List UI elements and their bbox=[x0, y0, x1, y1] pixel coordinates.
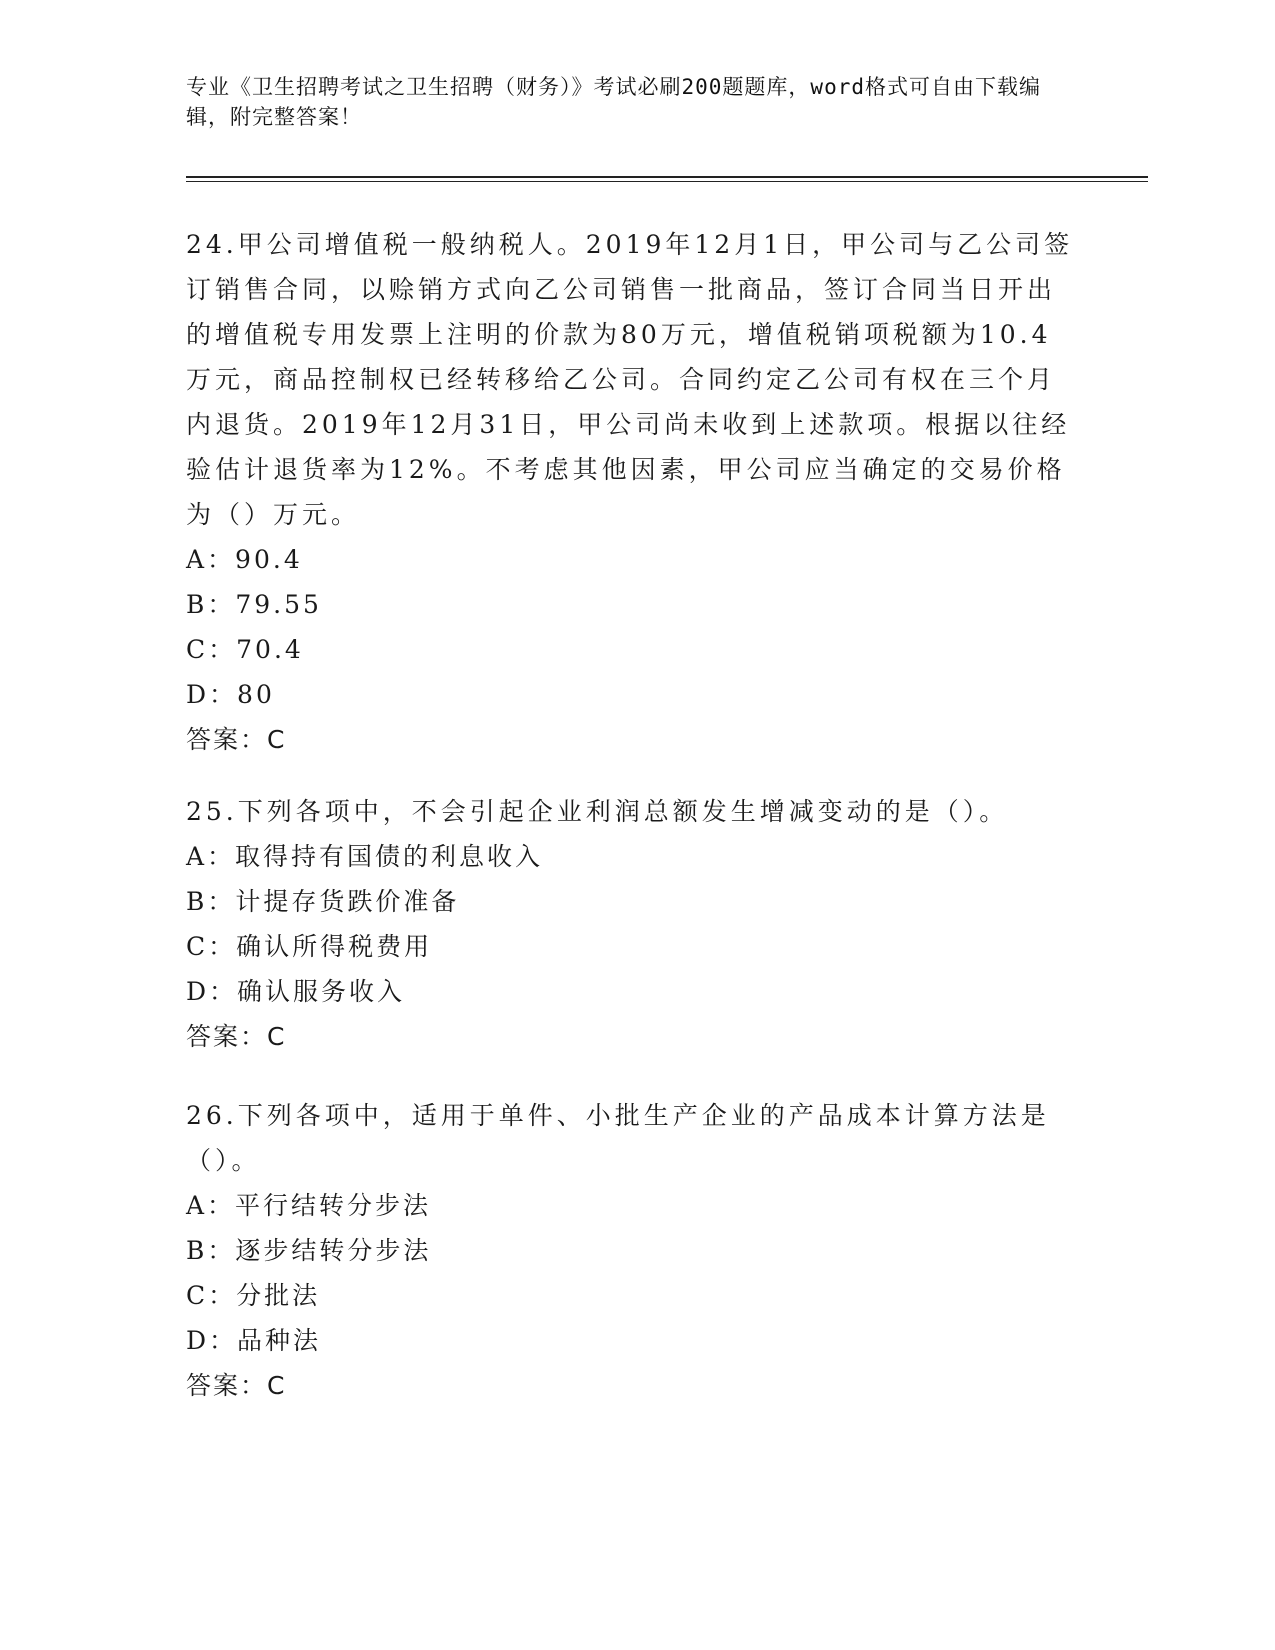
question-text: 24.甲公司增值税一般纳税人。2019年12月1日，甲公司与乙公司签订销售合同，以赊销方式向乙公司销售一批商品，签订合同当日开出的增值税专用发票上注明的价款为80万元，增值税销项税额为10.4万元，商品控制权已经转移给乙公司。合同约定乙公司有权在三个月内退货。2019年12月31日，甲公司尚未收到上述款项。根据以往经验估计退货率为12%。不考虑其他因素，甲公司应当确定的交易价格为（）万元。 bbox=[186, 230, 1074, 529]
option-b: B：逐步结转分步法 bbox=[186, 1236, 432, 1265]
answer-line: 答案：C bbox=[186, 1371, 287, 1400]
option-a: A：取得持有国债的利息收入 bbox=[186, 842, 544, 871]
answer-line: 答案：C bbox=[186, 725, 287, 754]
question-block bbox=[186, 789, 1076, 1059]
document-header: 专业《卫生招聘考试之卫生招聘（财务）》考试必刷200题题库，word格式可自由下载编辑，附完整答案！ bbox=[186, 75, 1041, 129]
option-c: C：分批法 bbox=[186, 1281, 321, 1310]
question-text: 26.下列各项中，适用于单件、小批生产企业的产品成本计算方法是（）。 bbox=[186, 1101, 1050, 1175]
option-a: A：90.4 bbox=[186, 545, 303, 574]
header-divider-thin bbox=[186, 181, 1148, 182]
header-divider bbox=[186, 176, 1148, 178]
option-d: D：确认服务收入 bbox=[186, 977, 406, 1006]
option-d: D：80 bbox=[186, 680, 275, 709]
answer-line: 答案：C bbox=[186, 1022, 287, 1051]
option-d: D：品种法 bbox=[186, 1326, 322, 1355]
option-b: B：79.55 bbox=[186, 590, 322, 619]
question-block bbox=[186, 222, 1076, 762]
question-text: 25.下列各项中，不会引起企业利润总额发生增减变动的是（）。 bbox=[186, 797, 1009, 826]
option-c: C：确认所得税费用 bbox=[186, 932, 433, 961]
question-block bbox=[186, 1093, 1076, 1408]
option-a: A：平行结转分步法 bbox=[186, 1191, 432, 1220]
option-b: B：计提存货跌价准备 bbox=[186, 887, 460, 916]
option-c: C：70.4 bbox=[186, 635, 304, 664]
